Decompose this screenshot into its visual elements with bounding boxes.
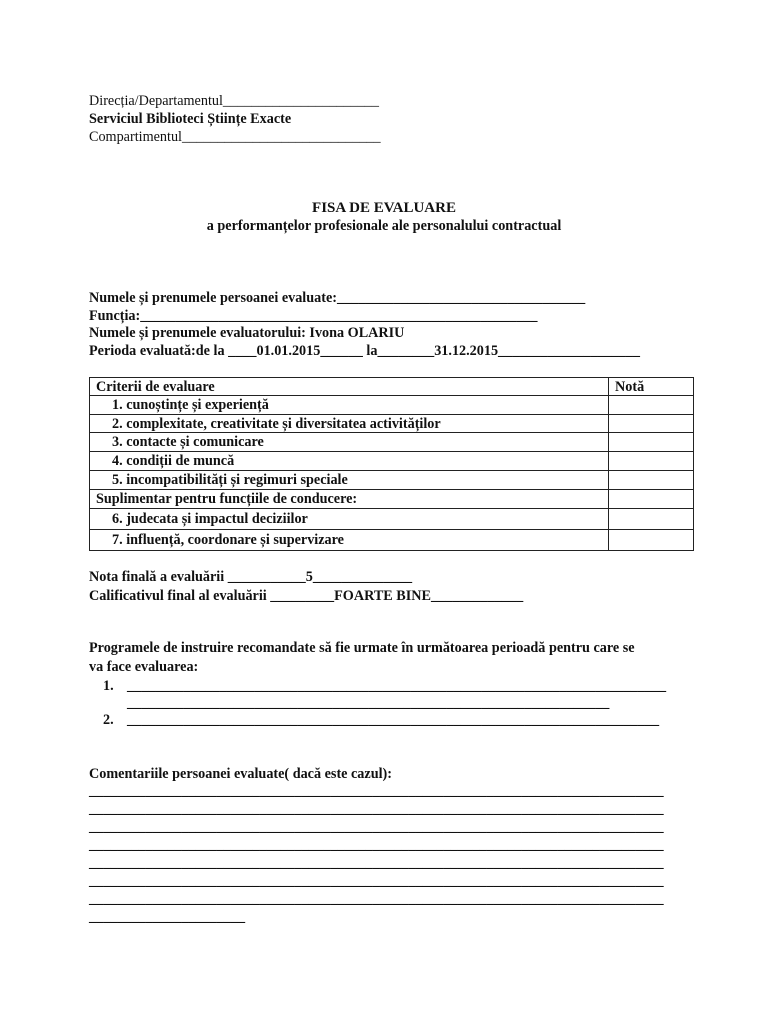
comments-label: Comentariile persoanei evaluate( dacă este cazul): — [89, 766, 392, 782]
criterion-7: 7. influență, coordonare și supervizare — [90, 530, 609, 551]
criterion-1: 1. cunoștințe și experiență — [90, 396, 609, 415]
table-row — [90, 490, 694, 509]
table-row — [90, 396, 694, 415]
training-text-1: Programele de instruire recomandate să fie urmate în următoarea perioadă pentru care se — [89, 640, 635, 656]
table-row — [90, 452, 694, 471]
table-row — [90, 509, 694, 530]
table-row — [90, 415, 694, 433]
comment-line: _________________________________________________________________________________ — [89, 783, 664, 799]
document-title: FISA DE EVALUARE — [312, 200, 456, 216]
training-item-1-number: 1. — [103, 678, 114, 694]
criterion-5: 5. incompatibilități și regimuri speciale — [90, 471, 609, 490]
comment-line: _________________________________________________________________________________ — [89, 801, 664, 817]
criterion-4: 4. condiții de muncă — [90, 452, 609, 471]
comment-line: _________________________________________________________________________________ — [89, 891, 664, 907]
comment-line: _________________________________________________________________________________ — [89, 873, 664, 889]
grade-cell-6 — [609, 509, 694, 530]
grade-cell-supplement — [609, 490, 694, 509]
grade-cell-1 — [609, 396, 694, 415]
nume-evaluat-field: Numele și prenumele persoanei evaluate:___________________________________ — [89, 290, 586, 306]
comment-line-short: ______________________ — [89, 909, 246, 925]
serviciu-name: Serviciul Biblioteci Științe Exacte — [89, 111, 292, 127]
training-item-2-line: ___________________________________________________________________________ — [127, 712, 660, 728]
col-criterii: Criterii de evaluare — [90, 378, 609, 396]
grade-cell-3 — [609, 433, 694, 452]
comment-line: _________________________________________________________________________________ — [89, 855, 664, 871]
grade-cell-4 — [609, 452, 694, 471]
table-row — [90, 433, 694, 452]
nota-finala-field: Nota finală a evaluării ___________5______________ — [89, 569, 413, 585]
table-row — [90, 471, 694, 490]
document-subtitle: a performanțelor profesionale ale personalului contractual — [206, 218, 562, 234]
training-item-1-line: ____________________________________________________________________________ — [127, 678, 667, 694]
training-text-2: va face evaluarea: — [89, 659, 199, 675]
criterion-2: 2. complexitate, creativitate și diversitatea activităților — [90, 415, 609, 433]
grade-cell-7 — [609, 530, 694, 551]
compartiment-field: Compartimentul____________________________ — [89, 129, 381, 145]
col-nota: Notă — [609, 378, 694, 396]
training-item-1-line-2: ____________________________________________________________________ — [127, 695, 610, 711]
criteria-table — [89, 377, 694, 551]
table-row — [90, 530, 694, 551]
criterion-3: 3. contacte și comunicare — [90, 433, 609, 452]
grade-cell-2 — [609, 415, 694, 433]
training-item-2-number: 2. — [103, 712, 114, 728]
directia-field: Direcția/Departamentul______________________ — [89, 93, 379, 109]
functia-field: Funcția:________________________________________________________ — [89, 308, 538, 324]
supplement-header: Suplimentar pentru funcțiile de conducere: — [90, 490, 609, 509]
comment-line: _________________________________________________________________________________ — [89, 837, 664, 853]
criterion-6: 6. judecata și impactul deciziilor — [90, 509, 609, 530]
evaluator-field: Numele și prenumele evaluatorului: Ivona OLARIU — [89, 325, 405, 341]
calificativ-field: Calificativul final al evaluării _________FOARTE BINE_____________ — [89, 588, 524, 604]
table-header-row — [90, 378, 694, 396]
comment-line: _________________________________________________________________________________ — [89, 819, 664, 835]
perioada-field: Perioda evaluată:de la ____01.01.2015______ la________31.12.2015____________________ — [89, 343, 640, 359]
grade-cell-5 — [609, 471, 694, 490]
